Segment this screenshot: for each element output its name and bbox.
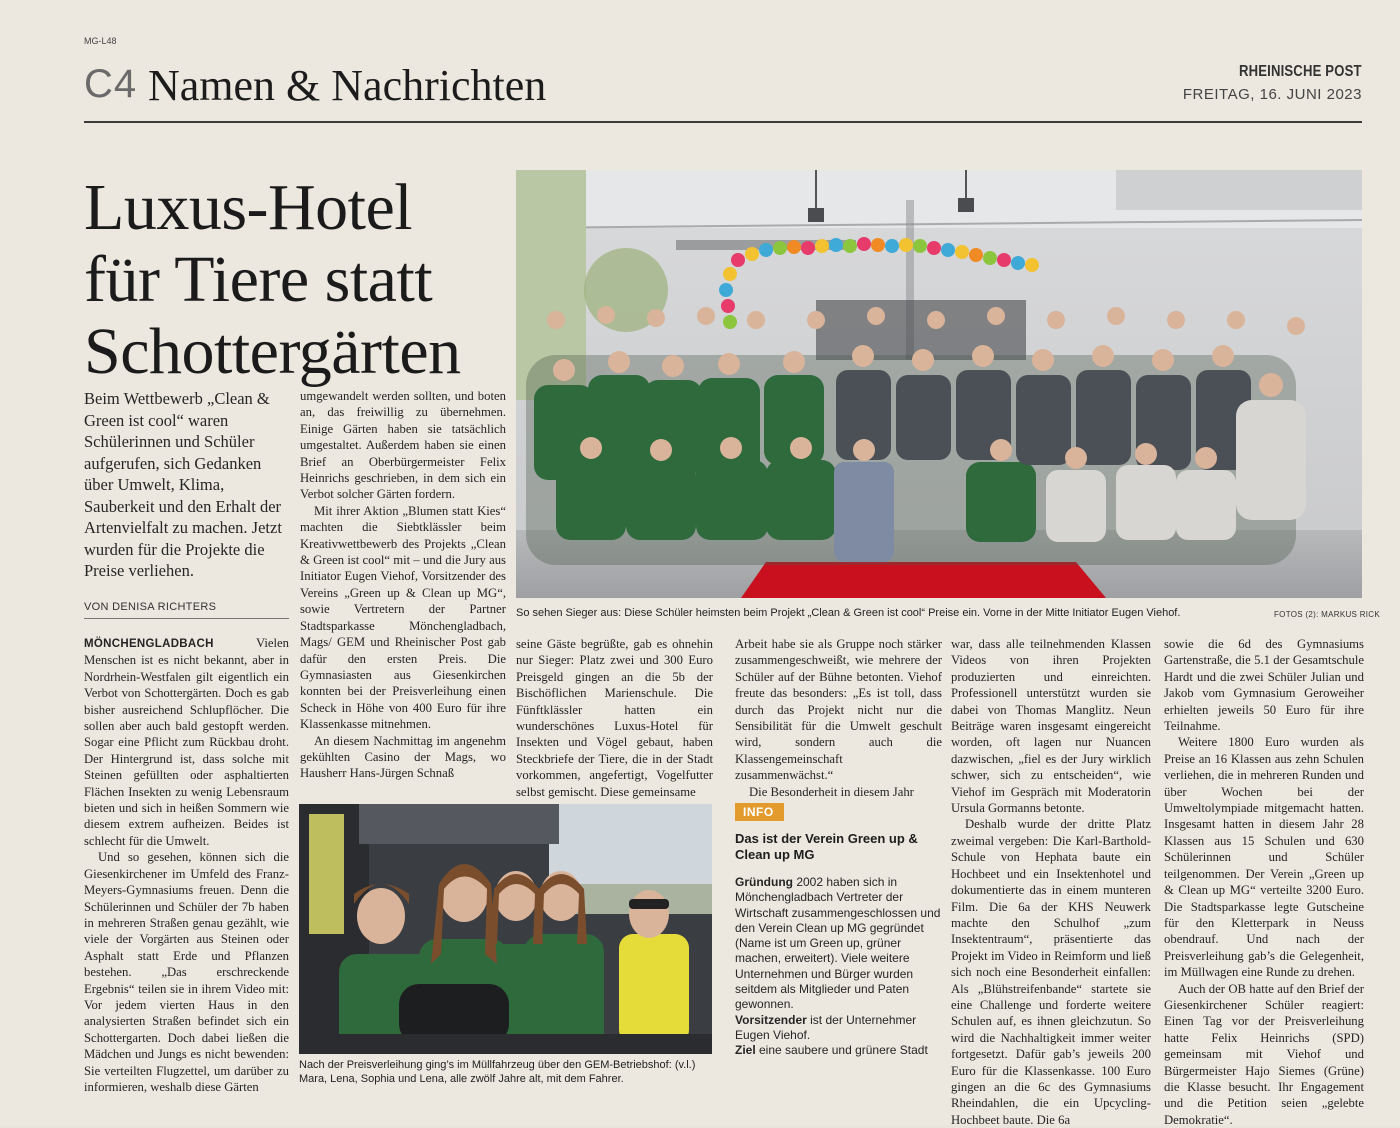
article-teaser: Beim Wettbewerb „Clean & Green ist cool“ waren Schülerinnen und Schüler aufgerufen, sich Gedanken über Umwelt, Klima, Sauberkeit und den Erhalt der Artenvielfalt zu machen. Jetzt wurden für die Projekte die Preise verliehen. bbox=[84, 389, 282, 580]
info-label: Ziel bbox=[735, 1043, 756, 1058]
body-paragraph: Vielen Menschen ist es nicht bekannt, aber in Nordrhein-Westfalen gilt eigentlich ein Verbot von Schottergärten. Doch es gab bisher ausreichend Schlupflöcher. Die sollen aber auch bald gestopft werden. Sogar eine Pflicht zum Rückbau droht. Der Hintergrund ist, dass solche mit Steinen gefüllten oder asphaltierten Flächen Insekten zu wenig Lebensraum bieten und sich in heißen Sommern wie diesem extrem aufheizen. Beides ist schlecht für die Umwelt. bbox=[84, 636, 289, 848]
issue-date: FREITAG, 16. JUNI 2023 bbox=[1182, 86, 1362, 103]
body-paragraph: war, dass alle teilnehmenden Klassen Videos von ihren Projekten produzierten und einreichten. Professionell unterstützt wurden sie dabei von Thomas Manglitz. Neun Beiträge waren insgesamt eingereicht worden, oft lagen nur Nuancen dazwischen, „fiel es der Jury wirklich schwer, sich zu entscheiden“, wie Viehof im Gespräch mit Moderatorin Ursula Gormanns betonte. bbox=[951, 637, 1151, 816]
newspaper-name: RHEINISCHE POST bbox=[1239, 63, 1362, 80]
body-paragraph: seine Gäste begrüßte, gab es ohnehin nur Sieger: Platz zwei und 300 Euro Preisgeld gingen an die 5b der Bischöflichen Marienschule. Die Fünftklässler hatten ein wunderschönes Luxus-Hotel für Insekten und Vögel gebaut, haben Steckbriefe der Tiere, die in der Stadt vorkommen, angefertigt, Vogelfutter selbst gemischt. Diese gemeinsame bbox=[516, 637, 713, 799]
bus-photo-illustration bbox=[299, 804, 712, 1054]
group-photo-illustration bbox=[516, 170, 1362, 598]
body-paragraph: Die Besonderheit in diesem Jahr bbox=[749, 784, 914, 799]
body-paragraph: umgewandelt werden sollten, und boten an, das freiwillig zu übernehmen. Einige Gärten haben sie tatsächlich umgestaltet. Außerdem haben sie einen Brief an Oberbürgermeister Felix Heinrichs geschrieben, in dem sich ein Verbot solcher Gärten fordern. bbox=[300, 389, 506, 502]
header-rule bbox=[84, 121, 1362, 123]
body-paragraph: Arbeit habe sie als Gruppe noch stärker zusammengeschweißt, wie mehrere der Schüler auf der Bühne betonten. Viehof freute das besonders: „Es ist toll, dass durch das Projekt nicht nur die Sensibilität für die Umwelt geschult wird, sondern auch die Klassengemeinschaft zusammenwächst.“ bbox=[735, 637, 942, 783]
info-box bbox=[735, 803, 942, 1059]
info-text: 2002 haben sich in Mönchengladbach Vertreter der Wirtschaft zusammengeschlossen und den Verein Clean up MG gegründet (Name ist um Green up, grüner machen, erweitert). Viele weitere Unternehmen und Bürger wurden seitdem als Mitglieder und Paten gewonnen. bbox=[735, 875, 941, 1012]
body-paragraph: Weitere 1800 Euro wurden als Preise an 16 Klassen aus zehn Schulen verliehen, die in mehreren Runden und über Wochen bei der Umweltolympiade mitgemacht hatten. Insgesamt hatten in diesem Jahr 28 Klassen aus 15 Schulen und 630 Schülerinnen und Schüler teilgenommen. Der Verein „Green up & Clean up MG“ verteilte 3200 Euro. Die Stadtsparkasse legte Gutscheine für den Kletterpark in Neuss obendrauf. Und nach der Preisverleihung gab’s die Gelegenheit, im Müllwagen eine Runde zu drehen. bbox=[1164, 735, 1364, 980]
body-paragraph: An diesem Nachmittag im angenehm gekühlten Casino der Mags, wo Hausherr Hans-Jürgen Schnaß bbox=[300, 733, 506, 781]
body-paragraph: sowie die 6d des Gymnasiums Gartenstraße, die 5.1 der Gesamtschule Hardt und die zwei Schüler Julian und Jakob vom Gymnasium Geroweiher erhielten jeweils 50 Euro für ihre Teilnahme. bbox=[1164, 637, 1364, 734]
article-column-6 bbox=[1164, 636, 1364, 1127]
body-paragraph: Und so gesehen, können sich die Giesenkirchener im Umfeld des Franz-Meyers-Gymnasiums freuen. Denn die Schülerinnen und Schüler der 7b haben in mehreren Straßen genau gezählt, wie viele der Vorgärten aus Steinen oder Asphalt statt Erde und Pflanzen bestehen. „Das erschreckende Ergebnis“ teilen sie in ihrem Video mit: Vor jedem vierten Haus in den analysierten Straßen befindet sich ein Schottergarten. Doch dabei ließen die Mädchen und Jungs es nicht bewenden: Sie verteilten Flugzettel, um darüber zu informieren, weshalb diese Gärten bbox=[84, 850, 289, 1094]
headline-line: Schottergärten bbox=[84, 315, 461, 388]
info-body bbox=[735, 875, 942, 1059]
section-code: C4 bbox=[84, 62, 138, 106]
group-photo-caption: So sehen Sieger aus: Diese Schüler heimsten beim Projekt „Clean & Green ist cool“ Preise ein. Vorne in der Mitte Initiator Eugen Viehof. bbox=[516, 607, 1181, 619]
info-label: Vorsitzender bbox=[735, 1012, 807, 1027]
article-column-4 bbox=[735, 636, 942, 799]
photo-credit: FOTOS (2): MARKUS RICK bbox=[1274, 610, 1381, 619]
info-tag: INFO bbox=[735, 803, 784, 821]
body-paragraph: Auch der OB hatte auf den Brief der Giesenkirchener Schüler reagiert: Einen Tag vor der Preisverleihung hatte Felix Heinrichs (SPD) gemeinsam mit Viehof und Bürgermeister Hajo Siemes (Grüne) die Klasse besucht. Ihr Engagement und die Petition seien „gelebte Demokratie“. bbox=[1164, 981, 1364, 1127]
article-column-1 bbox=[84, 635, 289, 1094]
article-column-3 bbox=[516, 636, 713, 799]
section-title: Namen & Nachrichten bbox=[148, 61, 547, 110]
article-column-2 bbox=[300, 388, 506, 788]
article-headline bbox=[84, 172, 514, 388]
group-photo bbox=[516, 170, 1362, 598]
bus-photo-caption: Nach der Preisverleihung ging’s im Müllfahrzeug über den GEM-Betriebshof: (v.l.) Mara, Lena, Sophia und Lena, alle zwölf Jahre alt, mit dem Fahrer. bbox=[299, 1059, 696, 1085]
headline-line: für Tiere statt bbox=[84, 243, 433, 316]
article-column-5 bbox=[951, 636, 1151, 1127]
info-text: eine saubere und grünere Stadt bbox=[755, 1043, 928, 1058]
page-code: MG-L48 bbox=[84, 36, 117, 46]
body-paragraph: Deshalb wurde der dritte Platz zweimal vergeben: Die Karl-Barthold-Schule von Hephata baute ein Hochbeet und ein Insektenhotel und dokumentierte das in einem munteren Film. Die 6a der KHS Neuwerk machte den Schulhof „zum Insektentraum“, präsentierte das Projekt im Video in Reimform und ließ sich noch eine Besonderheit einfallen: Als „Blühstreifenbande“ startete sie eine Challenge und forderte weitere Schulen auf, es ihnen gleichzutun. So wird die Nachhaltigkeit immer weiter fortgesetzt. Dafür gab’s jeweils 200 Euro für die Klassenkasse. 100 Euro gingen an die 6c des Gymnasiums Rheindahlen, die ein Upcycling-Hochbeet baute. Die 6a bbox=[951, 817, 1151, 1127]
info-label: Gründung bbox=[735, 875, 793, 889]
headline-line: Luxus-Hotel bbox=[84, 171, 413, 244]
info-title: Das ist der Verein Green up & Clean up MG bbox=[735, 831, 918, 862]
info-text: ist der Unternehmer Eugen Viehof. bbox=[735, 1012, 917, 1042]
byline: VON DENISA RICHTERS bbox=[84, 601, 289, 619]
body-paragraph: Mit ihrer Aktion „Blumen statt Kies“ machten die Siebtklässler beim Kreativwettbewerb des Projekts „Clean & Green ist cool“ mit – und die Jury aus Initiator Eugen Viehof, Vorsitzender des Vereins „Green up & Clean up MG“, sowie Vertretern der Partner Stadtsparkasse Mönchengladbach, Mags/ GEM und Rheinischer Post gab dafür den ersten Preis. Die Gymnasiasten aus Giesenkirchen konnten bei der Preisverleihung einen Scheck in Höhe von 400 Euro für ihre Klassenkasse mitnehmen. bbox=[300, 503, 506, 732]
dateline: MÖNCHENGLADBACH bbox=[84, 638, 214, 650]
bus-photo bbox=[299, 804, 712, 1054]
